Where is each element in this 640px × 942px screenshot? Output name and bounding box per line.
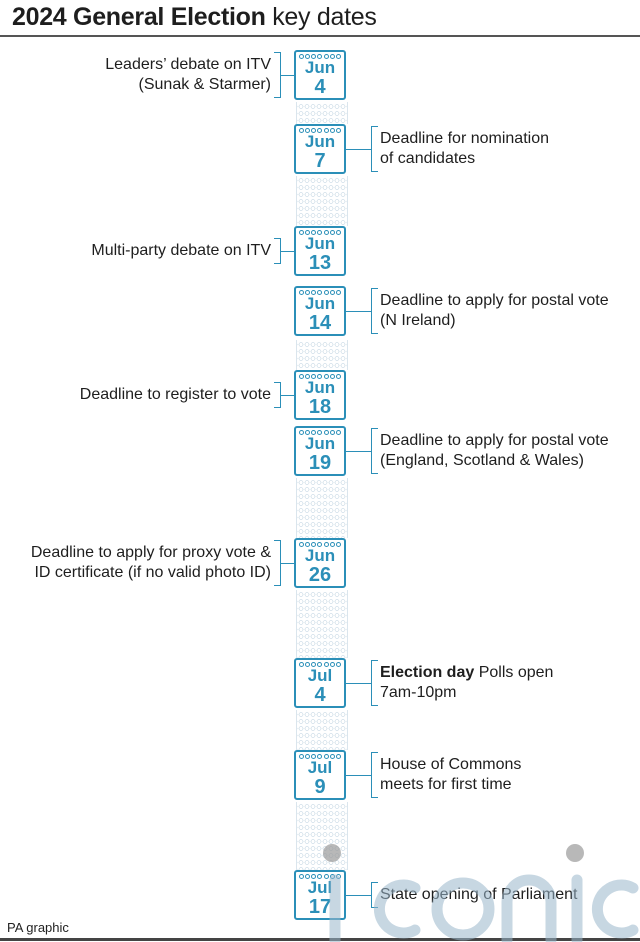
event-label-line — [380, 755, 521, 775]
event-label-line — [380, 149, 549, 169]
label-bracket — [371, 752, 378, 798]
calendar-date-card — [294, 426, 346, 476]
event-label — [380, 755, 521, 795]
label-bracket — [274, 52, 281, 98]
title-rest: key dates — [265, 3, 377, 31]
calendar-month: Jul — [307, 758, 333, 777]
calendar-filler — [296, 478, 348, 538]
connector-line — [346, 683, 371, 684]
calendar-date-card — [294, 226, 346, 276]
event-label-line — [380, 311, 609, 331]
connector-line — [346, 451, 371, 452]
event-label-text: Deadline to apply for postal vote — [380, 432, 609, 449]
connector-line — [281, 395, 294, 396]
event-label-text: 7am-10pm — [380, 684, 457, 701]
event-label — [105, 55, 271, 95]
label-bracket — [371, 126, 378, 172]
event-label-text: ID certificate (if no valid photo ID) — [34, 564, 271, 581]
connector-line — [346, 895, 371, 896]
event-label-text: meets for first time — [380, 776, 512, 793]
event-label-line — [380, 683, 553, 703]
calendar-filler — [296, 802, 348, 870]
event-label — [91, 241, 271, 261]
calendar-filler — [296, 340, 348, 370]
title-bold: 2024 General Election — [12, 3, 266, 31]
calendar-month: Jun — [304, 546, 336, 565]
event-label-line — [380, 663, 553, 683]
calendar-month: Jul — [307, 666, 333, 685]
calendar-month: Jun — [304, 434, 336, 453]
calendar-date-card — [294, 750, 346, 800]
event-label-text: (N Ireland) — [380, 312, 456, 329]
event-label-line — [105, 75, 271, 95]
title-divider — [0, 35, 640, 37]
event-label-text: Deadline for nomination — [380, 130, 549, 147]
calendar-month: Jun — [304, 378, 336, 397]
calendar-date-card — [294, 286, 346, 336]
footer-divider — [0, 938, 640, 941]
event-label-line — [380, 451, 609, 471]
event-label — [80, 385, 271, 405]
event-label-line — [380, 129, 549, 149]
calendar-date-card — [294, 370, 346, 420]
label-bracket — [371, 288, 378, 334]
connector-line — [281, 75, 294, 76]
connector-line — [346, 311, 371, 312]
calendar-month: Jun — [304, 234, 336, 253]
calendar-day: 9 — [314, 776, 326, 798]
page-title — [12, 0, 377, 34]
event-label-emphasis: Election day — [380, 664, 475, 681]
calendar-day: 13 — [308, 252, 332, 274]
event-label-line — [380, 431, 609, 451]
connector-line — [346, 775, 371, 776]
calendar-filler — [296, 102, 348, 124]
connector-line — [346, 149, 371, 150]
label-bracket — [371, 882, 378, 908]
calendar-day: 26 — [308, 564, 332, 586]
event-label-text: Deadline to apply for proxy vote & — [30, 544, 271, 561]
event-label-text: Polls open — [474, 664, 554, 681]
event-label-text: State opening of Parliament — [380, 886, 578, 903]
calendar-day: 4 — [314, 684, 326, 706]
event-label — [380, 291, 609, 331]
calendar-date-card — [294, 870, 346, 920]
label-bracket — [274, 238, 281, 264]
event-label-line — [380, 775, 521, 795]
event-label-line — [380, 291, 609, 311]
event-label-text: Deadline to apply for postal vote — [380, 292, 609, 309]
event-label-line — [91, 241, 271, 261]
event-label-line — [31, 563, 271, 583]
calendar-day: 4 — [314, 76, 326, 98]
label-bracket — [274, 540, 281, 586]
calendar-filler — [296, 176, 348, 226]
connector-line — [281, 563, 294, 564]
event-label-text: Leaders’ debate on ITV — [105, 56, 271, 73]
calendar-month: Jun — [304, 294, 336, 313]
event-label-line — [31, 543, 271, 563]
event-label-line — [80, 385, 271, 405]
event-label — [380, 663, 553, 703]
event-label — [380, 431, 609, 471]
calendar-day: 7 — [314, 150, 326, 172]
event-label — [380, 885, 577, 905]
calendar-day: 14 — [308, 312, 332, 334]
calendar-date-card — [294, 658, 346, 708]
calendar-date-card — [294, 50, 346, 100]
calendar-date-card — [294, 124, 346, 174]
event-label-line — [105, 55, 271, 75]
calendar-month: Jul — [307, 878, 333, 897]
calendar-day: 18 — [308, 396, 332, 418]
event-label-line — [380, 885, 577, 905]
event-label — [380, 129, 549, 169]
calendar-month: Jun — [304, 58, 336, 77]
connector-line — [281, 251, 294, 252]
calendar-date-card — [294, 538, 346, 588]
calendar-filler — [296, 710, 348, 750]
event-label-text: (England, Scotland & Wales) — [380, 452, 584, 469]
event-label-text: of candidates — [380, 150, 476, 167]
event-label-text: (Sunak & Starmer) — [138, 76, 271, 93]
calendar-day: 17 — [308, 896, 332, 918]
calendar-filler — [296, 590, 348, 658]
event-label-text: Deadline to register to vote — [79, 386, 271, 403]
credit: PA graphic — [7, 920, 69, 935]
calendar-month: Jun — [304, 132, 336, 151]
event-label-text: Multi-party debate on ITV — [91, 242, 271, 259]
label-bracket — [274, 382, 281, 408]
label-bracket — [371, 428, 378, 474]
calendar-day: 19 — [308, 452, 332, 474]
event-label-text: House of Commons — [380, 756, 522, 773]
event-label — [31, 543, 271, 583]
label-bracket — [371, 660, 378, 706]
